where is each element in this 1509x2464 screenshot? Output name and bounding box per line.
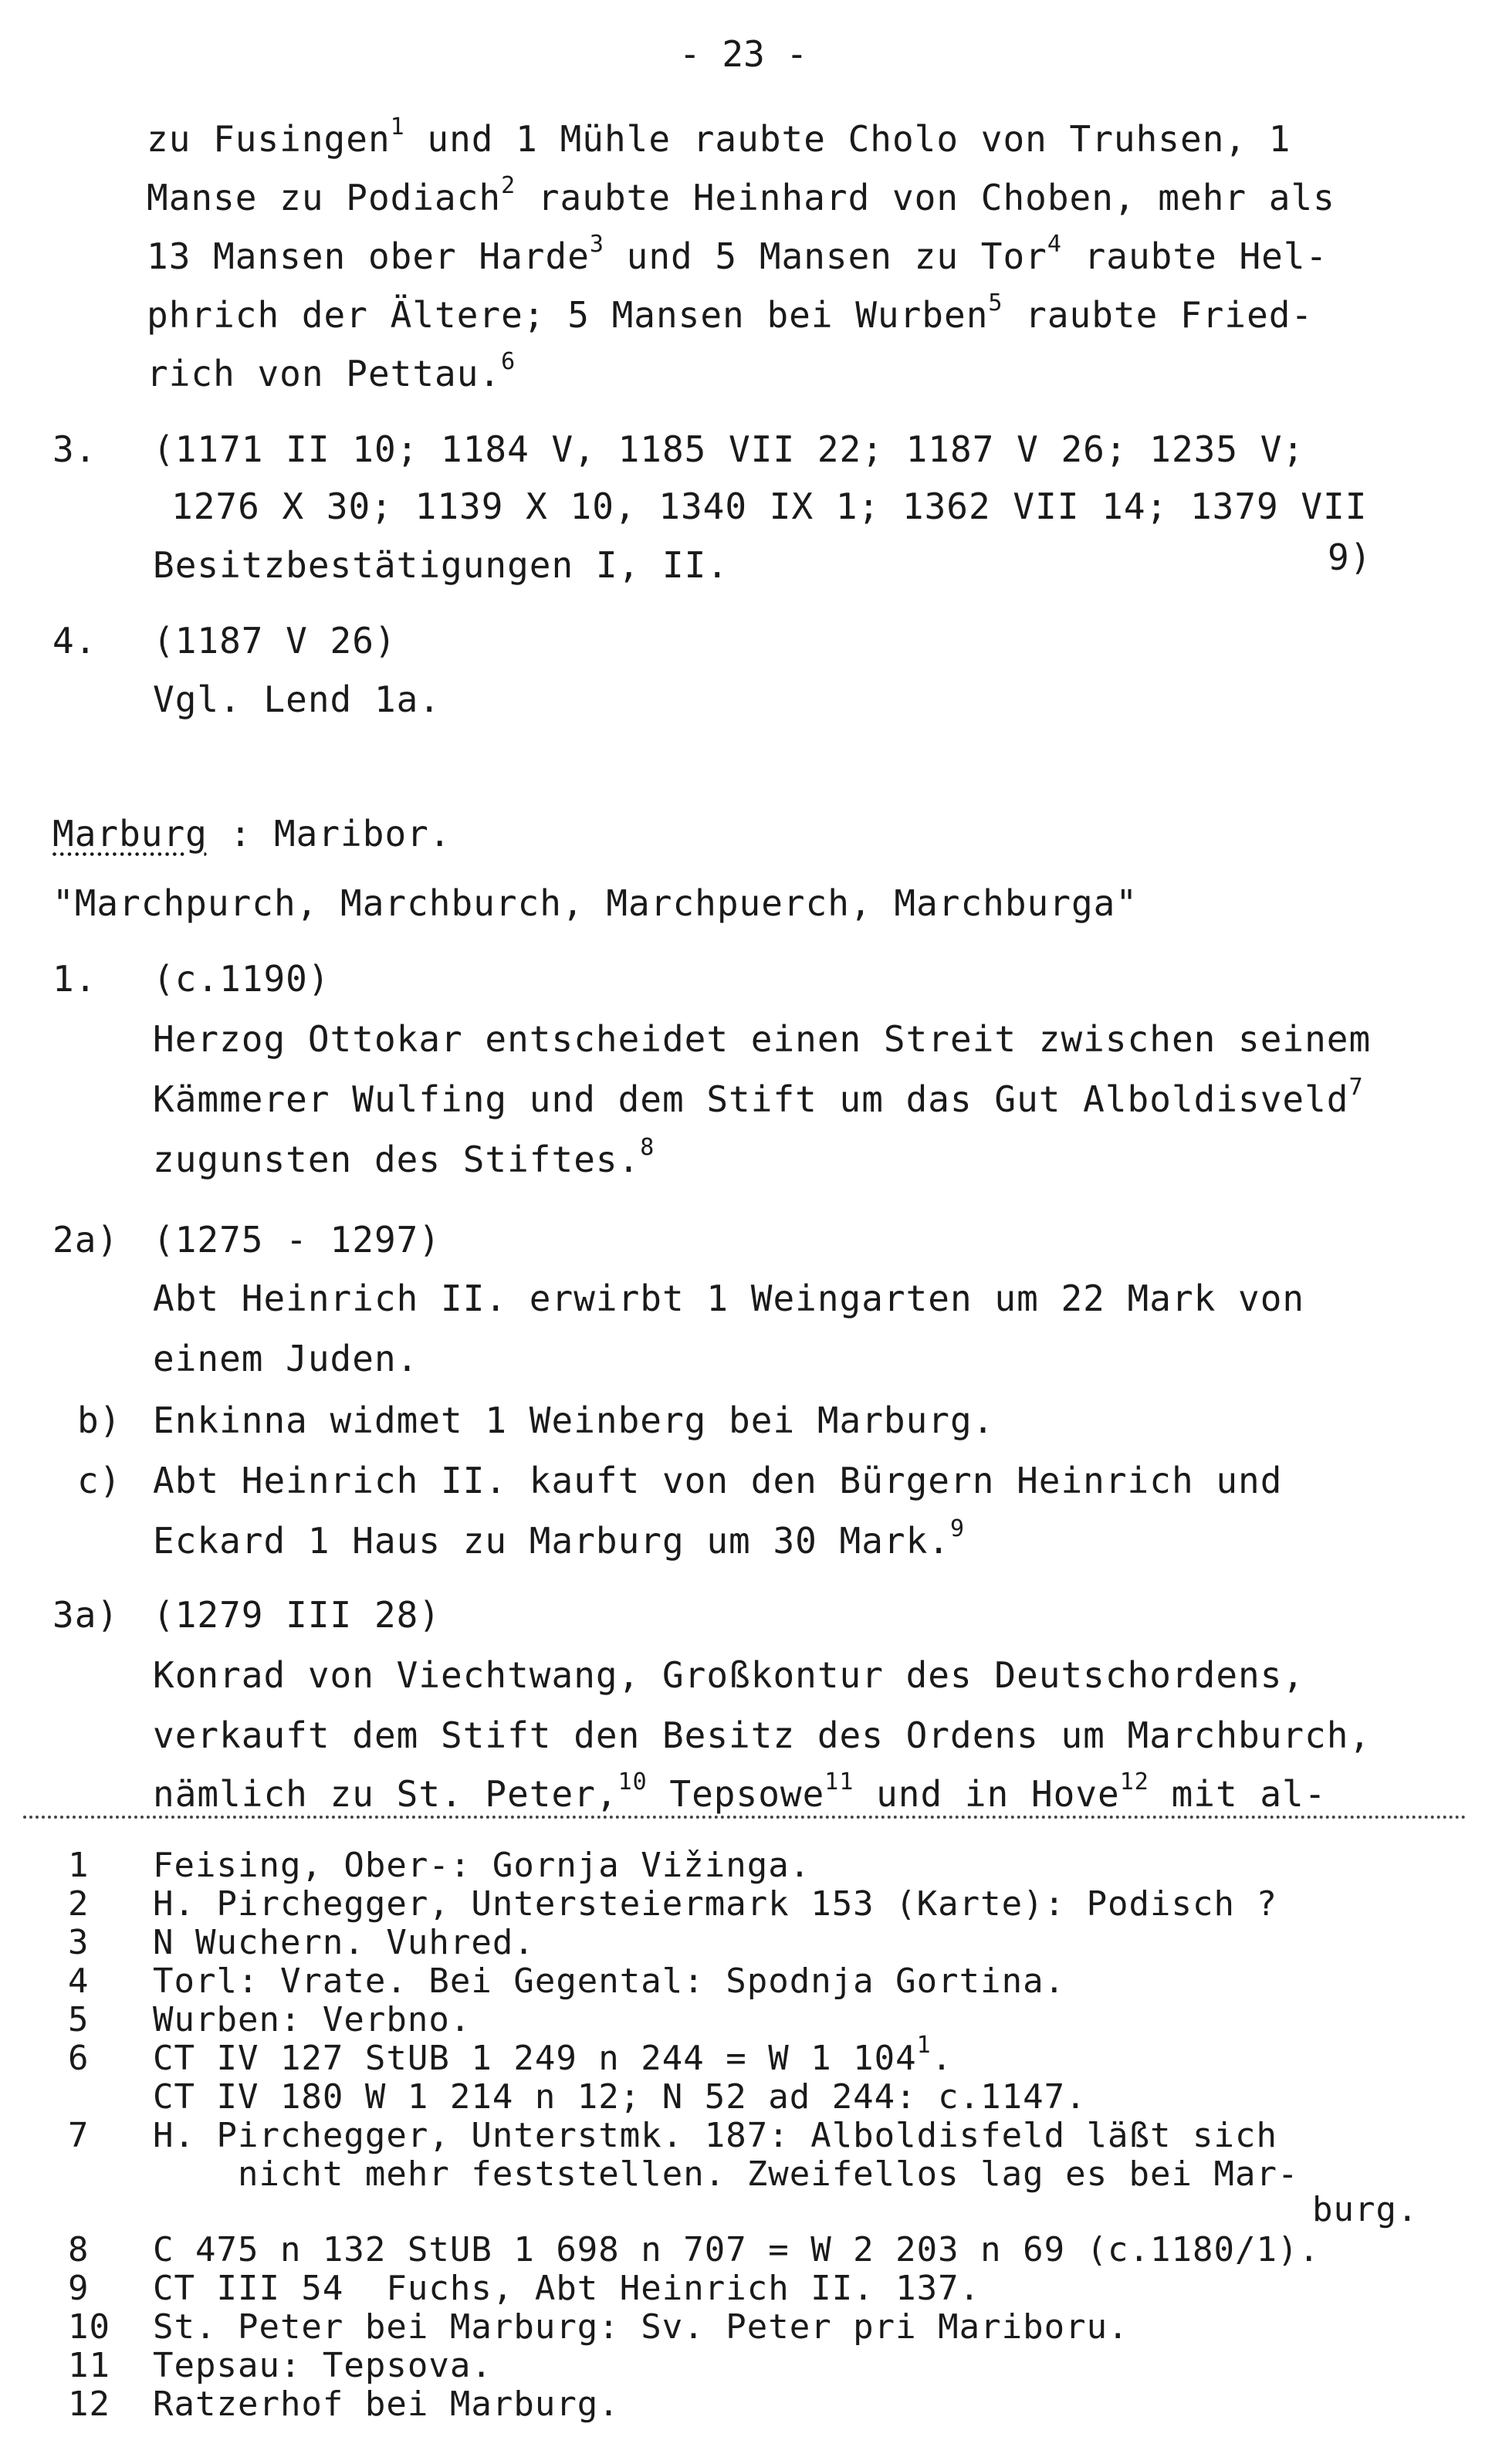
item-3-number: 3. — [52, 428, 97, 470]
m-item-2a-line-1: Abt Heinrich II. erwirbt 1 Weingarten um 22 Mark von — [153, 1278, 1305, 1319]
footnote-6-continued: CT IV 180 W 1 214 n 12; N 52 ad 244: c.1147. — [153, 2077, 1087, 2117]
footnote-separator — [23, 1816, 1467, 1819]
item-4-number: 4. — [52, 620, 97, 662]
m-item-2a-line-2: einem Juden. — [153, 1338, 419, 1379]
m-item-2c-number: c) — [77, 1460, 122, 1501]
m-item-3a-line-2: verkauft dem Stift den Besitz des Ordens um Marchburch, — [153, 1714, 1372, 1756]
item-3-line-3: Besitzbestätigungen I, II. — [153, 544, 729, 586]
m-item-1-date: (c.1190) — [153, 958, 330, 1000]
heading-place: Marburg — [52, 813, 208, 855]
m-item-2-date: (1275 - 1297) — [153, 1219, 442, 1261]
footnote-7-end: burg. — [1312, 2190, 1419, 2229]
footnote-11: 11 Tepsau: Tepsova. — [68, 2346, 492, 2385]
m-item-3a-line-1: Konrad von Viechtwang, Großkontur des Deutschordens, — [153, 1654, 1305, 1696]
intro-line-3: 13 Mansen ober Harde$^3$ und 5 Mansen zu Tor$^4$ raubte Hel- — [147, 231, 1328, 277]
m-item-1-line-3: zugunsten des Stiftes.$^8$ — [153, 1134, 655, 1180]
item-4-line-1: (1187 V 26) — [153, 620, 397, 662]
m-item-2b-number: b) — [77, 1400, 122, 1441]
footnote-5: 5 Wurben: Verbno. — [68, 2000, 472, 2039]
item-3-line-2: 1276 X 30; 1139 X 10, 1340 IX 1; 1362 VII 14; 1379 VII — [171, 486, 1368, 527]
m-item-2a-number: 2a) — [52, 1219, 120, 1261]
footnote-6: 6 CT IV 127 StUB 1 249 n 244 = W 1 $104^1$. — [68, 2032, 953, 2078]
m-item-2c-line-1: Abt Heinrich II. kauft von den Bürgern Heinrich und — [153, 1460, 1283, 1501]
item-3-line-1: (1171 II 10; 1184 V, 1185 VII 22; 1187 V 26; 1235 V; — [153, 428, 1305, 470]
m-item-1-line-1: Herzog Ottokar entscheidet einen Streit zwischen seinem — [153, 1018, 1372, 1060]
heading-slovene: Maribor. — [273, 813, 452, 855]
page-number: - 23 - — [679, 33, 808, 75]
section-heading: Marburg : Maribor. — [52, 813, 452, 855]
footnote-10: 10 St. Peter bei Marburg: Sv. Peter pri Mariboru. — [68, 2307, 1129, 2347]
footnote-7: 7 H. Pirchegger, Unterstmk. 187: Alboldisfeld läßt sich — [68, 2116, 1277, 2155]
item-3-note: 9) — [1328, 536, 1372, 578]
footnote-9: 9 CT III 54 Fuchs, Abt Heinrich II. 137. — [68, 2269, 981, 2308]
m-item-1-line-2: Kämmerer Wulfing und dem Stift um das Gut Alboldisveld$^7$ — [153, 1074, 1364, 1120]
intro-line-1: zu Fusingen$^1$ und 1 Mühle raubte Cholo von Truhsen, 1 — [147, 113, 1291, 160]
footnote-1: 1 Feising, Ober-: Gornja Vižinga. — [68, 1846, 811, 1885]
m-item-3a-line-3: nämlich zu St. Peter,$^{10}$ Tepsowe$^{11}$ und in Hove$^{12}$ mit al- — [153, 1768, 1327, 1815]
m-item-3a-date: (1279 III 28) — [153, 1594, 442, 1636]
intro-line-4: phrich der Ältere; 5 Mansen bei Wurben$^5$ raubte Fried- — [147, 289, 1314, 336]
footnote-2: 2 H. Pirchegger, Untersteiermark 153 (Karte): Podisch ? — [68, 1884, 1277, 1924]
footnote-4: 4 Torl: Vrate. Bei Gegental: Spodnja Gortina. — [68, 1961, 1066, 2001]
intro-line-2: Manse zu Podiach$^2$ raubte Heinhard von Choben, mehr als — [147, 172, 1335, 218]
footnote-8: 8 C 475 n 132 StUB 1 698 n 707 = W 2 203 n 69 (c.1180/1). — [68, 2230, 1320, 2269]
name-variants: "Marchpurch, Marchburch, Marchpuerch, Marchburga" — [52, 882, 1139, 924]
m-item-2c-line-2: Eckard 1 Haus zu Marburg um 30 Mark.$^9$ — [153, 1515, 966, 1562]
intro-line-5: rich von Pettau.$^6$ — [147, 348, 516, 394]
footnote-3: 3 N Wuchern. Vuhred. — [68, 1923, 535, 1962]
footnote-7-continued: nicht mehr feststellen. Zweifellos lag es bei Mar- — [153, 2154, 1299, 2194]
m-item-2b-line: Enkinna widmet 1 Weinberg bei Marburg. — [153, 1400, 995, 1441]
m-item-3a-number: 3a) — [52, 1594, 120, 1636]
footnote-12: 12 Ratzerhof bei Marburg. — [68, 2384, 620, 2424]
item-4-line-2: Vgl. Lend 1a. — [153, 679, 442, 720]
m-item-1-number: 1. — [52, 958, 97, 1000]
